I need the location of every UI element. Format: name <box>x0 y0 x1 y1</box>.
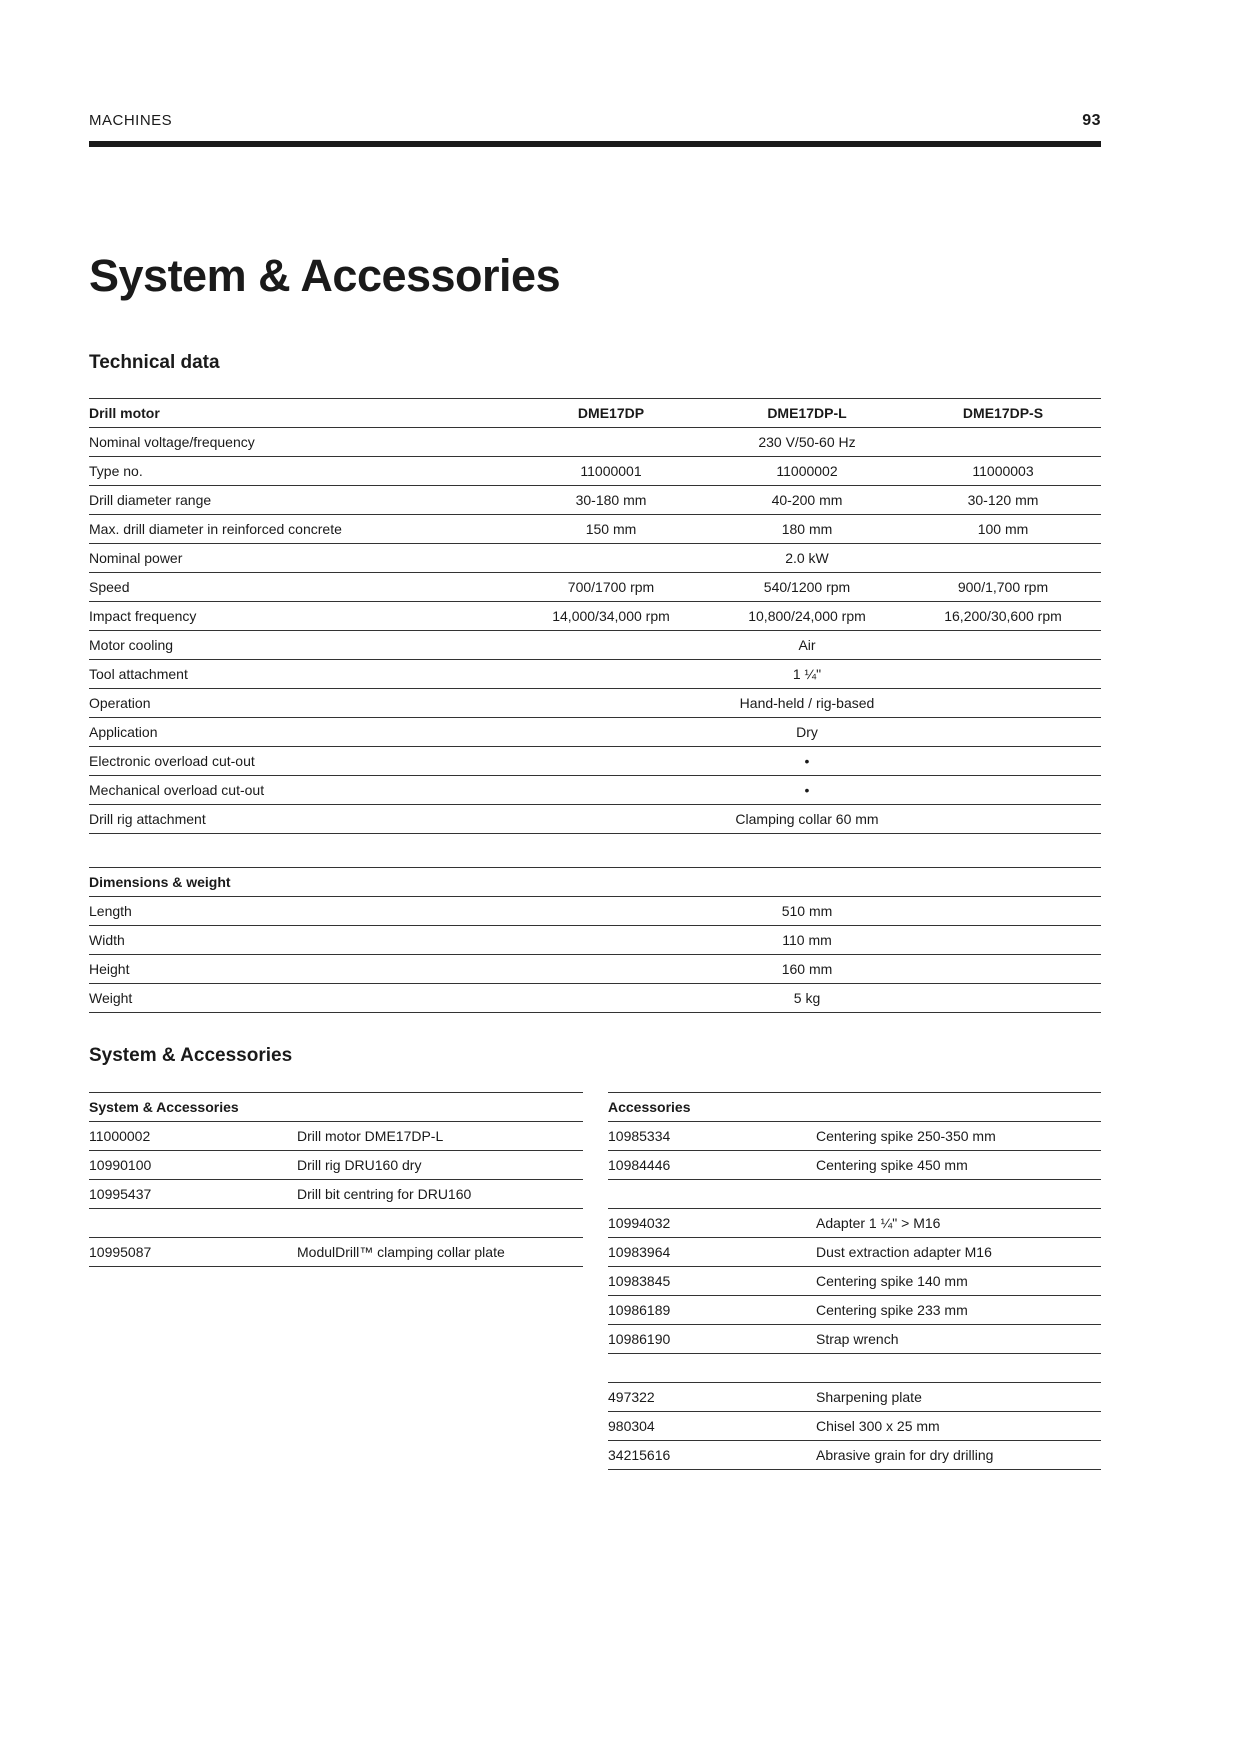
article-description <box>816 1180 1101 1209</box>
spec-label: Impact frequency <box>89 602 513 631</box>
spacer-row <box>89 1209 583 1238</box>
table-row <box>89 631 1101 660</box>
article-number: 10986190 <box>608 1325 816 1354</box>
spec-value: 40-200 mm <box>709 486 905 515</box>
article-number: 10985334 <box>608 1122 816 1151</box>
dimension-label: Length <box>89 897 513 926</box>
spec-value: Clamping collar 60 mm <box>513 805 1101 834</box>
left-table-heading: System & Accessories <box>89 1093 583 1122</box>
article-number: 11000002 <box>89 1122 297 1151</box>
spec-value: 1 ¼" <box>513 660 1101 689</box>
list-item <box>608 1296 1101 1325</box>
article-description: Drill motor DME17DP-L <box>297 1122 583 1151</box>
technical-data-heading: Technical data <box>89 352 220 373</box>
spec-label: Motor cooling <box>89 631 513 660</box>
dimension-value: 510 mm <box>513 897 1101 926</box>
article-number: 10986189 <box>608 1296 816 1325</box>
table-row <box>89 428 1101 457</box>
table-row <box>89 515 1101 544</box>
spec-value: 700/1700 rpm <box>513 573 709 602</box>
article-number <box>608 1180 816 1209</box>
dimensions-heading: Dimensions & weight <box>89 868 1101 897</box>
dimension-label: Width <box>89 926 513 955</box>
article-number: 10995087 <box>89 1238 297 1267</box>
article-number <box>89 1209 297 1238</box>
left-header-row <box>89 1093 583 1122</box>
article-number: 497322 <box>608 1383 816 1412</box>
article-number: 10994032 <box>608 1209 816 1238</box>
article-description: Chisel 300 x 25 mm <box>816 1412 1101 1441</box>
spec-label: Type no. <box>89 457 513 486</box>
spec-label: Drill diameter range <box>89 486 513 515</box>
column-header-model: DME17DP-S <box>905 399 1101 428</box>
dimensions-header-row <box>89 868 1101 897</box>
spec-value: 30-120 mm <box>905 486 1101 515</box>
spec-label: Nominal voltage/frequency <box>89 428 513 457</box>
list-item <box>608 1325 1101 1354</box>
article-number: 10984446 <box>608 1151 816 1180</box>
system-accessories-heading: System & Accessories <box>89 1045 293 1066</box>
list-item <box>608 1151 1101 1180</box>
accessories-table <box>608 1092 1101 1470</box>
system-table <box>89 1092 583 1267</box>
list-item <box>608 1412 1101 1441</box>
spec-label: Application <box>89 718 513 747</box>
spec-value: 100 mm <box>905 515 1101 544</box>
spec-label: Mechanical overload cut-out <box>89 776 513 805</box>
table-row <box>89 984 1101 1013</box>
list-item <box>89 1122 583 1151</box>
spec-value: Hand-held / rig-based <box>513 689 1101 718</box>
spec-value: 230 V/50-60 Hz <box>513 428 1101 457</box>
article-description: Drill rig DRU160 dry <box>297 1151 583 1180</box>
spec-value: 30-180 mm <box>513 486 709 515</box>
page-title: System & Accessories <box>89 250 561 301</box>
dimension-value: 160 mm <box>513 955 1101 984</box>
table-row <box>89 457 1101 486</box>
spec-value: Dry <box>513 718 1101 747</box>
article-number: 980304 <box>608 1412 816 1441</box>
list-item <box>608 1122 1101 1151</box>
table-row <box>89 486 1101 515</box>
list-item <box>608 1441 1101 1470</box>
spec-label: Drill rig attachment <box>89 805 513 834</box>
spec-label: Operation <box>89 689 513 718</box>
dimension-value: 110 mm <box>513 926 1101 955</box>
spec-value: • <box>513 747 1101 776</box>
article-description: Strap wrench <box>816 1325 1101 1354</box>
article-description: Centering spike 250-350 mm <box>816 1122 1101 1151</box>
spec-value: • <box>513 776 1101 805</box>
table-row <box>89 718 1101 747</box>
article-description: Drill bit centring for DRU160 <box>297 1180 583 1209</box>
article-description: Centering spike 140 mm <box>816 1267 1101 1296</box>
list-item <box>89 1151 583 1180</box>
spec-value: 2.0 kW <box>513 544 1101 573</box>
technical-data-table <box>89 398 1101 834</box>
list-item <box>608 1267 1101 1296</box>
right-table-heading: Accessories <box>608 1093 1101 1122</box>
spec-label: Max. drill diameter in reinforced concrete <box>89 515 513 544</box>
column-header-label: Drill motor <box>89 399 513 428</box>
spec-value: 16,200/30,600 rpm <box>905 602 1101 631</box>
article-description <box>297 1209 583 1238</box>
table-row <box>89 926 1101 955</box>
table-row <box>89 660 1101 689</box>
article-number: 34215616 <box>608 1441 816 1470</box>
article-number: 10995437 <box>89 1180 297 1209</box>
spec-label: Nominal power <box>89 544 513 573</box>
list-item <box>608 1238 1101 1267</box>
spec-value: 11000002 <box>709 457 905 486</box>
spec-value: 900/1,700 rpm <box>905 573 1101 602</box>
spec-label: Tool attachment <box>89 660 513 689</box>
table-row <box>89 544 1101 573</box>
dimension-label: Height <box>89 955 513 984</box>
article-number: 10983964 <box>608 1238 816 1267</box>
table-row <box>89 602 1101 631</box>
running-header <box>89 112 1101 132</box>
spacer-row <box>608 1354 1101 1383</box>
spec-value: 14,000/34,000 rpm <box>513 602 709 631</box>
table-row <box>89 689 1101 718</box>
article-description: Adapter 1 ¼" > M16 <box>816 1209 1101 1238</box>
spec-value: 10,800/24,000 rpm <box>709 602 905 631</box>
article-description: Centering spike 233 mm <box>816 1296 1101 1325</box>
header-rule <box>89 141 1101 147</box>
article-number <box>608 1354 816 1383</box>
spec-label: Electronic overload cut-out <box>89 747 513 776</box>
technical-header-row <box>89 399 1101 428</box>
dimensions-table <box>89 867 1101 1013</box>
section-label: MACHINES <box>89 112 173 129</box>
table-row <box>89 897 1101 926</box>
spec-value: 150 mm <box>513 515 709 544</box>
article-number: 10983845 <box>608 1267 816 1296</box>
right-header-row <box>608 1093 1101 1122</box>
spacer-row <box>608 1180 1101 1209</box>
page-number: 93 <box>1082 112 1101 129</box>
list-item <box>608 1209 1101 1238</box>
spec-value: Air <box>513 631 1101 660</box>
column-header-model: DME17DP-L <box>709 399 905 428</box>
dimension-value: 5 kg <box>513 984 1101 1013</box>
list-item <box>89 1180 583 1209</box>
article-number: 10990100 <box>89 1151 297 1180</box>
spec-label: Speed <box>89 573 513 602</box>
dimension-label: Weight <box>89 984 513 1013</box>
article-description <box>816 1354 1101 1383</box>
table-row <box>89 776 1101 805</box>
spec-value: 540/1200 rpm <box>709 573 905 602</box>
table-row <box>89 747 1101 776</box>
article-description: Abrasive grain for dry drilling <box>816 1441 1101 1470</box>
table-row <box>89 805 1101 834</box>
article-description: Centering spike 450 mm <box>816 1151 1101 1180</box>
column-header-model: DME17DP <box>513 399 709 428</box>
table-row <box>89 573 1101 602</box>
spec-value: 11000001 <box>513 457 709 486</box>
article-description: Dust extraction adapter M16 <box>816 1238 1101 1267</box>
list-item <box>608 1383 1101 1412</box>
list-item <box>89 1238 583 1267</box>
table-row <box>89 955 1101 984</box>
spec-value: 180 mm <box>709 515 905 544</box>
article-description: ModulDrill™ clamping collar plate <box>297 1238 583 1267</box>
spec-value: 11000003 <box>905 457 1101 486</box>
article-description: Sharpening plate <box>816 1383 1101 1412</box>
